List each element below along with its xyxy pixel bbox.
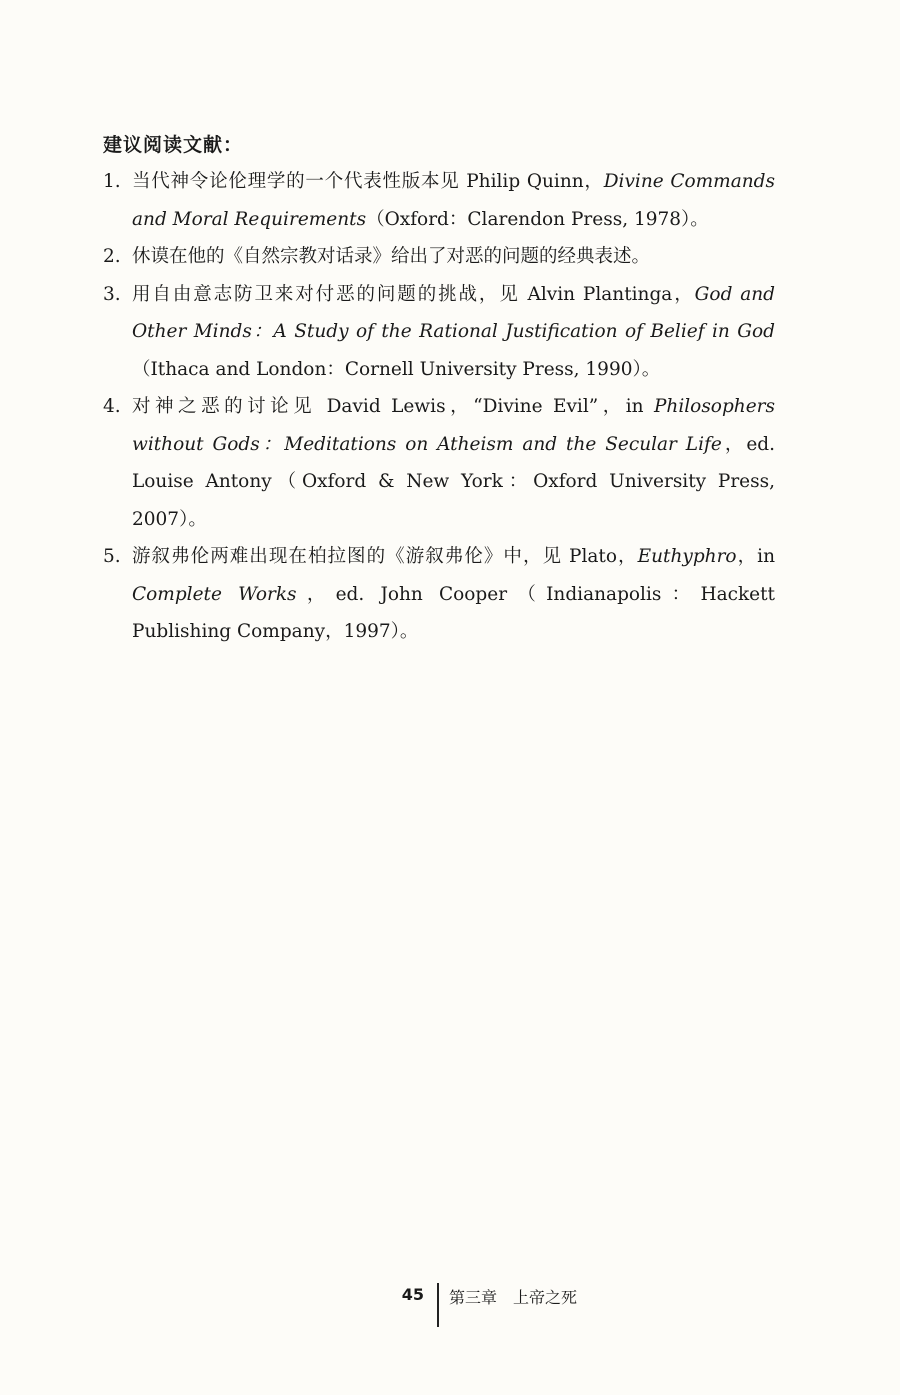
reference-number: 2. [103, 246, 121, 267]
book-title: Complete Works [132, 583, 297, 605]
reference-text [132, 396, 775, 530]
reference-segment: 休谟在他的《自然宗教对话录》给出了对恶的问题的经典表述。 [132, 246, 651, 267]
reference-list [103, 163, 775, 651]
reference-segment: 游叙弗伦两难出现在柏拉图的《游叙弗伦》中，见 Plato， [132, 546, 638, 567]
section-heading: 建议阅读文献： [103, 134, 244, 156]
reference-number: 3. [103, 283, 121, 305]
footer-divider [437, 1283, 439, 1327]
page-number: 45 [401, 1285, 424, 1304]
running-chapter-title: 第三章 上帝之死 [449, 1288, 578, 1307]
reference-text [132, 546, 775, 642]
reference-item [103, 388, 775, 538]
reference-number: 5. [103, 546, 121, 567]
reference-segment: ，ed. John Cooper（Indianapolis：Hackett Publishing Company，1997）。 [132, 583, 775, 642]
reference-text [132, 246, 650, 267]
reference-segment: ，in [736, 546, 775, 567]
book-title: God and Other Minds：A Study of the Rational Justification of Belief in God [132, 283, 775, 342]
reference-segment: （Ithaca and London：Cornell University Press, 1990）。 [132, 358, 661, 380]
reference-segment: 用自由意志防卫来对付恶的问题的挑战，见 Alvin Plantinga， [132, 283, 695, 305]
reference-number: 4. [103, 396, 121, 417]
book-title: Euthyphro [637, 546, 737, 567]
reference-text [132, 171, 775, 230]
page-footer [0, 1283, 900, 1333]
reference-segment: 对神之恶的讨论见 David Lewis，“Divine Evil”，in [132, 396, 654, 417]
reference-segment: （Oxford：Clarendon Press, 1978）。 [366, 208, 709, 230]
reference-text [132, 284, 775, 380]
reference-item [103, 538, 775, 651]
book-title: Philosophers without Gods：Meditations on Atheism and the Secular Life [132, 396, 775, 455]
reference-item [103, 276, 775, 389]
reference-segment: ，ed. Louise Antony（Oxford & New York：Oxford University Press, 2007）。 [132, 433, 776, 530]
reference-item [103, 163, 775, 238]
reference-segment: 当代神令论伦理学的一个代表性版本见 Philip Quinn， [132, 171, 604, 192]
reference-item [103, 238, 775, 276]
reference-number: 1. [103, 171, 121, 192]
book-title: Divine Commands and Moral Requirements [132, 171, 775, 230]
